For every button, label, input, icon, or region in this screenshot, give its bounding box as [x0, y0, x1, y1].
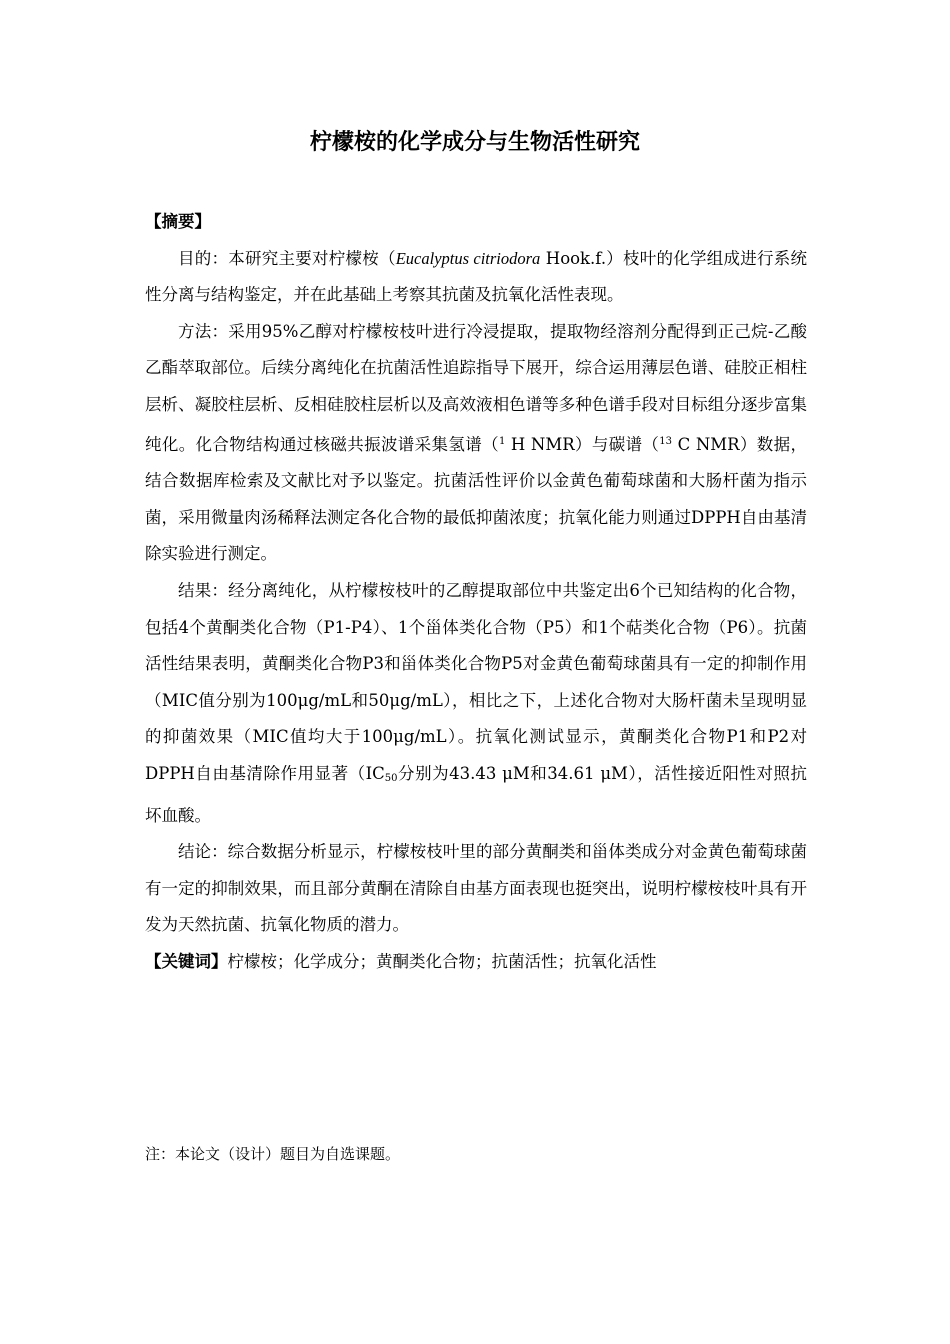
- objective-text-pre: 目的：本研究主要对柠檬桉（: [178, 248, 396, 268]
- methods-text-3: C NMR）数据，结合数据库检索及文献比对予以鉴定。抗菌活性评价以金黄色葡萄球菌和大肠杆菌为指示菌，采用微量肉汤稀释法测定各化合物的最低抑菌浓度；抗氧化能力则通过DPPH自由基清除实验进行测定。: [145, 434, 808, 564]
- paper-title: 柠檬桉的化学成分与生物活性研究: [309, 130, 640, 155]
- objective-paragraph: [145, 241, 807, 314]
- abstract-heading: 【摘要】: [145, 212, 211, 231]
- results-text-2: 分别为43.43 μM和34.61 μM），活性接近阳性对照抗坏血酸。: [145, 763, 807, 825]
- methods-paragraph: [145, 314, 807, 573]
- methods-text-1: 方法：采用95%乙醇对柠檬桉枝叶进行冷浸提取，提取物经溶剂分配得到正己烷-乙酸乙酯萃取部位。后续分离纯化在抗菌活性追踪指导下展开，综合运用薄层色谱、硅胶正相柱层析、凝胶柱层析、反相硅胶柱层析以及高效液相色谱等多种色谱手段对目标组分逐步富集纯化。化合物结构通过核磁共振波谱采集氢谱（: [145, 321, 807, 454]
- results-paragraph: [145, 573, 807, 834]
- keywords-heading: 【关键词】: [145, 951, 228, 971]
- c-nmr-superscript: 13: [659, 435, 673, 447]
- keywords-line: [145, 944, 807, 981]
- methods-text-2: H NMR）与碳谱（: [505, 434, 660, 454]
- objective-text-post: Hook.f.）枝叶的化学组成进行系统性分离与结构鉴定，并在此基础上考察其抗菌及抗氧化活性表现。: [145, 248, 808, 305]
- keywords-text: 柠檬桉；化学成分；黄酮类化合物；抗菌活性；抗氧化活性: [227, 951, 657, 971]
- footnote: 注：本论文（设计）题目为自选课题。: [145, 1145, 401, 1163]
- ic50-subscript: 50: [384, 772, 398, 784]
- conclusion-paragraph: 结论：综合数据分析显示，柠檬桉枝叶里的部分黄酮类和甾体类成分对金黄色葡萄球菌有一定的抑制效果，而且部分黄酮在清除自由基方面表现也挺突出，说明柠檬桉枝叶具有开发为天然抗菌、抗氧化物质的潜力。: [145, 842, 807, 935]
- results-text-1: 结果：经分离纯化，从柠檬桉枝叶的乙醇提取部位中共鉴定出6个已知结构的化合物，包括4个黄酮类化合物（P1-P4）、1个甾体类化合物（P5）和1个萜类化合物（P6）。抗菌活性结果表明，黄酮类化合物P3和甾体类化合物P5对金黄色葡萄球菌具有一定的抑制作用（MIC值分别为100μg/mL和50μg/mL），相比之下，上述化合物对大肠杆菌未呈现明显的抑菌效果（MIC值均大于100μg/mL）。抗氧化测试显示，黄酮类化合物P1和P2对DPPH自由基清除作用显著（IC: [145, 580, 807, 783]
- h-nmr-superscript: 1: [498, 435, 506, 447]
- species-latin-name: Eucalyptus citriodora: [395, 248, 541, 268]
- abstract-body: [145, 204, 807, 980]
